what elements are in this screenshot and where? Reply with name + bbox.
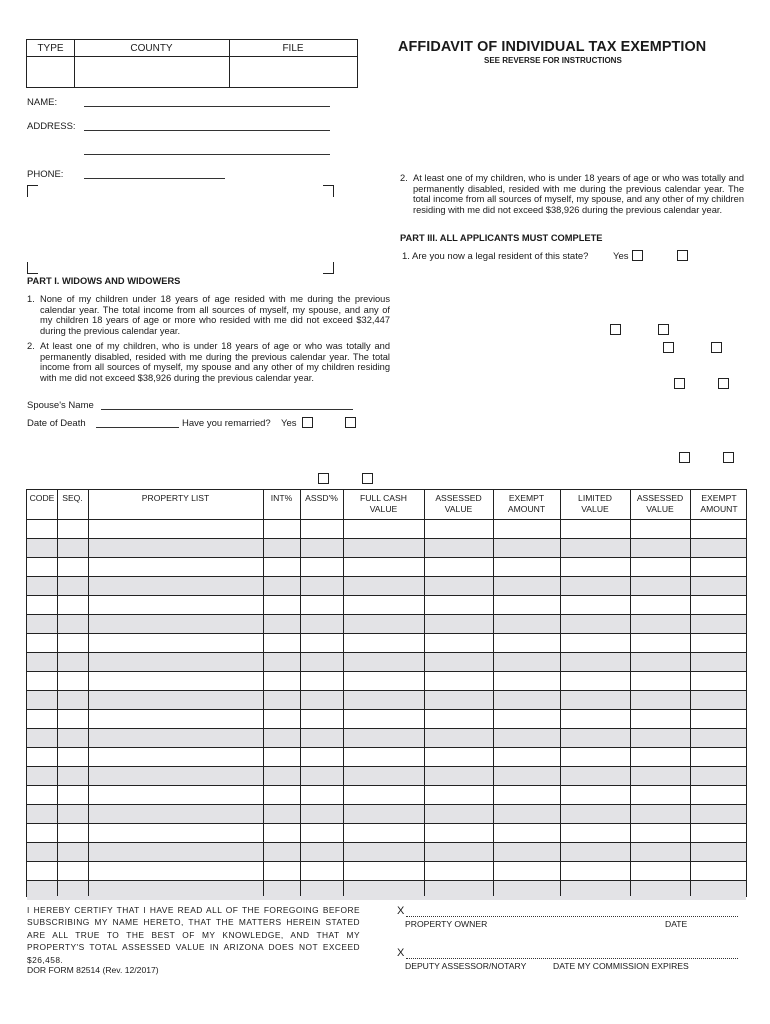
- window-corner-mark: [27, 185, 38, 197]
- table-row[interactable]: [27, 728, 746, 748]
- yes-checkbox[interactable]: [663, 342, 674, 353]
- column-divider: [493, 490, 494, 896]
- column-header-int: INT%: [270, 493, 293, 503]
- commission-expires-label: DATE MY COMMISSION EXPIRES: [553, 961, 689, 971]
- table-row[interactable]: [27, 576, 746, 596]
- spouse-name-field[interactable]: [101, 409, 353, 410]
- property-owner-label: PROPERTY OWNER: [405, 919, 488, 929]
- column-header-property-list: PROPERTY LIST: [141, 493, 210, 503]
- table-row[interactable]: [27, 595, 746, 615]
- column-divider: [424, 490, 425, 896]
- county-label: COUNTY: [130, 43, 173, 54]
- owner-signature-x: X: [397, 905, 405, 917]
- part3-yes-label: Yes: [613, 251, 629, 262]
- part1-item1-number: 1.: [27, 294, 35, 304]
- date-of-death-field[interactable]: [96, 427, 179, 428]
- table-row[interactable]: [27, 557, 746, 577]
- file-label: FILE: [282, 43, 304, 54]
- table-row[interactable]: [27, 880, 746, 900]
- table-row[interactable]: [27, 861, 746, 881]
- column-divider: [88, 490, 89, 896]
- owner-signature-line[interactable]: [406, 916, 738, 917]
- certification-text: I HEREBY CERTIFY THAT I HAVE READ ALL OF THE FOREGOING BEFORE SUBSCRIBING MY NAME HERETO, THAT THE MATTERS HEREIN STATED ARE ALL TRUE TO THE BEST OF MY KNOWLEDGE, AND THAT MY PROPERTY'S TOTAL ASSESSED VALUE IN ARIZONA DOES NOT EXCEED $26,458.: [27, 905, 360, 965]
- window-corner-mark: [323, 262, 334, 274]
- table-row[interactable]: [27, 519, 746, 539]
- form-number: DOR FORM 82514 (Rev. 12/2017): [27, 965, 159, 975]
- column-divider: [300, 490, 301, 896]
- address-label: ADDRESS:: [27, 121, 76, 132]
- yes-checkbox[interactable]: [610, 324, 621, 335]
- table-row[interactable]: [27, 538, 746, 558]
- part3-question1: 1. Are you now a legal resident of this state?: [402, 251, 589, 262]
- remarried-yes-checkbox[interactable]: [302, 417, 313, 428]
- table-row[interactable]: [27, 842, 746, 862]
- part1-item1: [27, 294, 390, 336]
- table-row[interactable]: [27, 690, 746, 710]
- file-field[interactable]: [230, 57, 357, 86]
- column-divider: [57, 490, 58, 896]
- yes-checkbox[interactable]: [679, 452, 690, 463]
- part3-no-checkbox[interactable]: [677, 250, 688, 261]
- date-of-death-label: Date of Death: [27, 418, 86, 429]
- name-field[interactable]: [84, 106, 330, 107]
- column-header-exempt-amount: EXEMPT AMOUNT: [507, 493, 546, 514]
- table-row[interactable]: [27, 633, 746, 653]
- type-field[interactable]: [27, 57, 74, 86]
- part1-heading: PART I. WIDOWS AND WIDOWERS: [27, 276, 181, 286]
- part2-item2: [400, 173, 744, 215]
- table-row[interactable]: [27, 709, 746, 729]
- table-row[interactable]: [27, 785, 746, 805]
- no-checkbox[interactable]: [718, 378, 729, 389]
- column-header-full-cash-value: FULL CASH VALUE: [360, 493, 407, 514]
- table-row[interactable]: [27, 652, 746, 672]
- table-row[interactable]: [27, 823, 746, 843]
- part3-heading: PART III. ALL APPLICANTS MUST COMPLETE: [400, 233, 603, 243]
- deputy-signature-x: X: [397, 947, 405, 959]
- address-field-line2[interactable]: [84, 154, 330, 155]
- phone-label: PHONE:: [27, 169, 64, 180]
- column-header-assessed-value: ASSESSED VALUE: [435, 493, 482, 514]
- table-row[interactable]: [27, 766, 746, 786]
- column-divider: [343, 490, 344, 896]
- column-header-exempt-amount-2: EXEMPT AMOUNT: [700, 493, 738, 514]
- part2-item2-number: 2.: [400, 173, 408, 183]
- part1-item2-text: At least one of my children, who is under 18 years of age or who was totally and permanently disabled, resided with me during the previous calendar year. The total income from all sources of myself, my spouse and any other of my children residing with me did not exceed $38,926 during the previous calendar year.: [40, 341, 390, 383]
- window-corner-mark: [27, 262, 38, 274]
- part1-item2: [27, 341, 390, 383]
- county-field[interactable]: [75, 57, 229, 86]
- column-divider: [690, 490, 691, 896]
- table-row[interactable]: [27, 614, 746, 634]
- deputy-signature-line[interactable]: [406, 958, 738, 959]
- header-table: [26, 39, 358, 88]
- part1-item2-number: 2.: [27, 341, 35, 351]
- type-label: TYPE: [37, 43, 64, 54]
- form-subtitle: SEE REVERSE FOR INSTRUCTIONS: [484, 56, 622, 65]
- form-title: AFFIDAVIT OF INDIVIDUAL TAX EXEMPTION: [398, 39, 707, 55]
- no-checkbox[interactable]: [658, 324, 669, 335]
- remarried-no-checkbox[interactable]: [345, 417, 356, 428]
- column-header-assd: ASSD'%: [305, 493, 338, 503]
- deputy-label: DEPUTY ASSESSOR/NOTARY: [405, 961, 527, 971]
- column-divider: [263, 490, 264, 896]
- table-row[interactable]: [27, 804, 746, 824]
- column-header-seq: SEQ.: [62, 493, 83, 503]
- remarried-question: Have you remarried?: [182, 418, 271, 429]
- no-checkbox[interactable]: [723, 452, 734, 463]
- column-header-code: CODE: [29, 493, 55, 503]
- no-checkbox[interactable]: [362, 473, 373, 484]
- yes-checkbox[interactable]: [318, 473, 329, 484]
- table-row[interactable]: [27, 671, 746, 691]
- spouse-name-label: Spouse's Name: [27, 400, 94, 411]
- column-header-assessed-value-2: ASSESSED VALUE: [636, 493, 684, 514]
- no-checkbox[interactable]: [711, 342, 722, 353]
- remarried-yes-label: Yes: [281, 418, 297, 429]
- phone-field[interactable]: [84, 178, 225, 179]
- part2-item2-text: At least one of my children, who is under 18 years of age or who was totally and permanently disabled, resided with me during the previous calendar year. The total income from all sources of myself, my spouse, and any other of my children residing with me did not exceed $38,926 during the previous calendar year.: [413, 173, 744, 215]
- column-divider: [630, 490, 631, 896]
- owner-date-label: DATE: [665, 919, 688, 929]
- column-divider: [560, 490, 561, 896]
- name-label: NAME:: [27, 97, 58, 108]
- part1-item1-text: None of my children under 18 years of age resided with me during the previous calendar year. The total income from all sources of myself, my spouse, and any of my children 18 years of age or more who resided with me did not exceed $32,447 during the previous calendar year.: [40, 294, 390, 336]
- address-field[interactable]: [84, 130, 330, 131]
- column-header-limited-value: LIMITED VALUE: [578, 493, 612, 514]
- property-table: [26, 489, 747, 897]
- yes-checkbox[interactable]: [674, 378, 685, 389]
- table-row[interactable]: [27, 747, 746, 767]
- window-corner-mark: [323, 185, 334, 197]
- part3-yes-checkbox[interactable]: [632, 250, 643, 261]
